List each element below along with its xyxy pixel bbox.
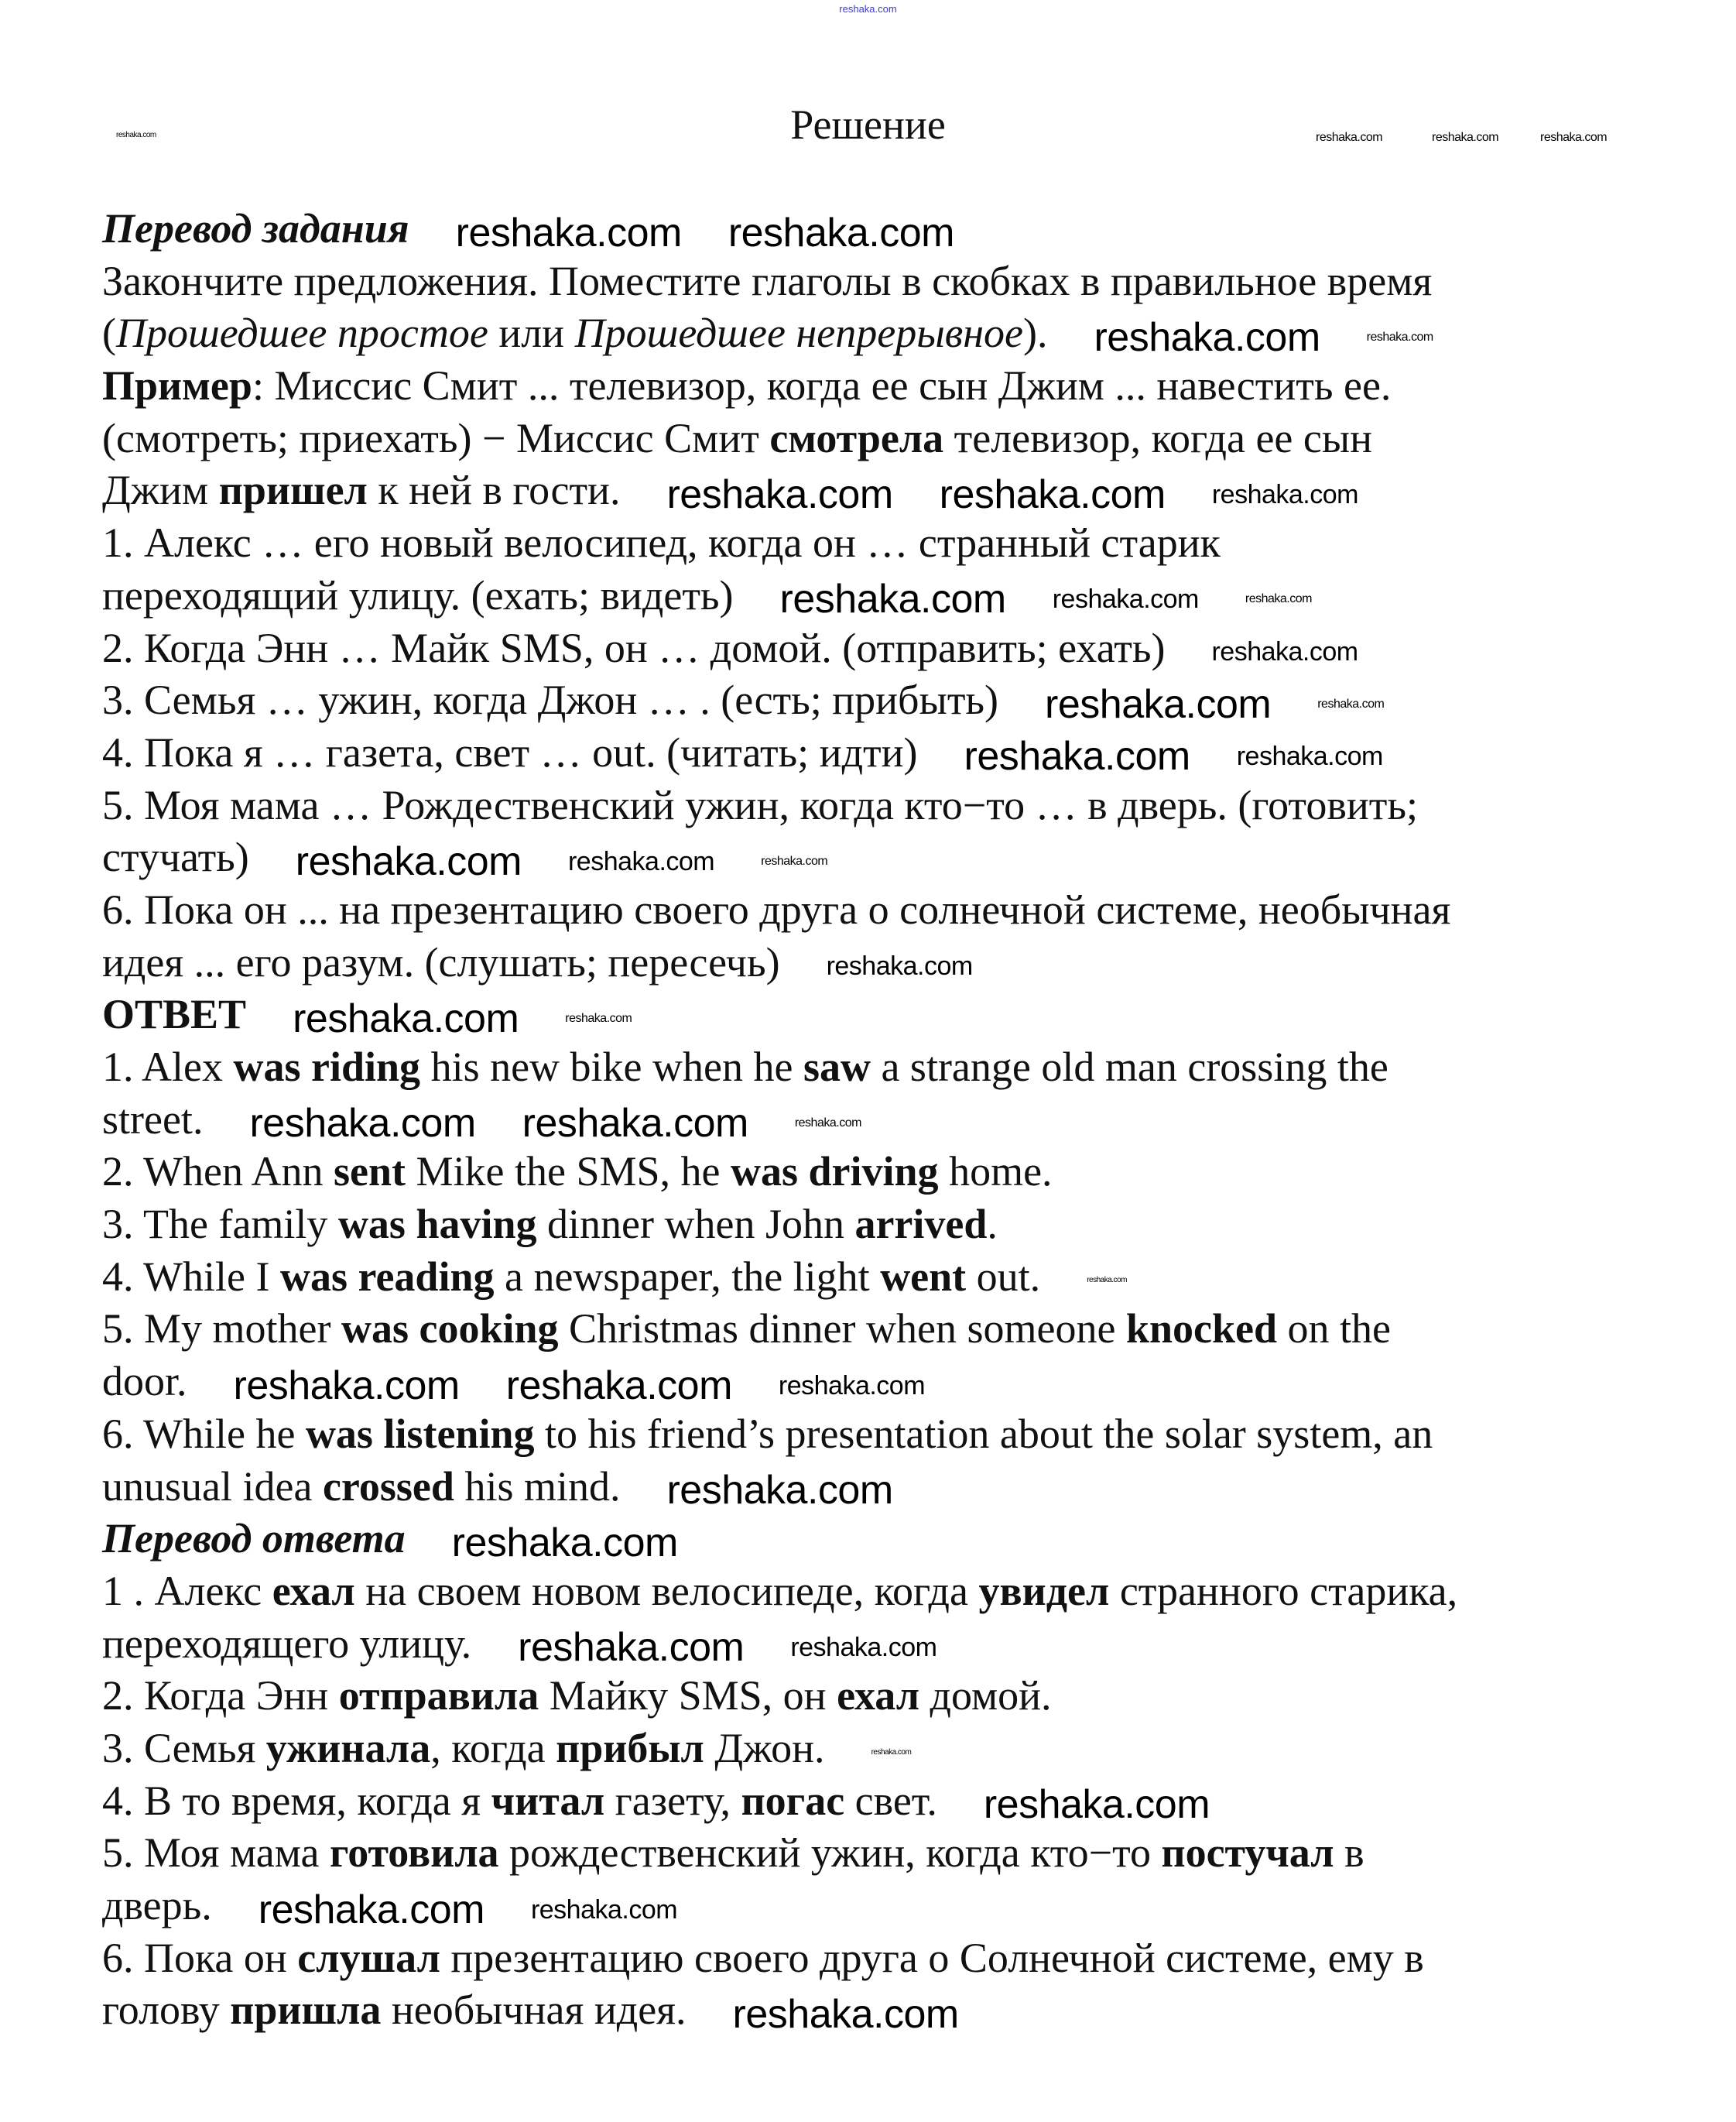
text-segment: 3. Семья … ужин, когда Джон … . (есть; прибыть)	[102, 677, 999, 724]
watermark: reshaka.com	[565, 1011, 632, 1025]
text-segment: необычная идея.	[381, 1987, 687, 2034]
watermark: reshaka.com	[983, 1782, 1210, 1828]
watermark: reshaka.com	[794, 1116, 861, 1130]
watermark: reshaka.com	[455, 210, 682, 255]
text-line	[102, 1984, 1642, 2037]
watermark: reshaka.com	[116, 131, 156, 139]
emphasized-text: crossed	[322, 1462, 454, 1510]
text-line	[102, 1094, 1642, 1147]
text-segment: 6. Пока он	[102, 1934, 298, 1981]
text-line	[102, 307, 1642, 360]
text-segment: 4. Пока я … газета, свет … out. (читать; идти)	[102, 728, 918, 776]
text-segment: his new bike when he	[420, 1044, 803, 1090]
watermark: reshaka.com	[295, 838, 522, 884]
text-segment: телевизор, когда ее сын	[943, 414, 1373, 461]
text-segment: 4. While I	[102, 1253, 280, 1300]
text-segment: Закончите предложения. Поместите глаголы в скобках в правильное время	[102, 257, 1433, 304]
emphasized-text: was reading	[279, 1253, 495, 1300]
emphasized-text: отправила	[338, 1672, 539, 1719]
watermark: reshaka.com	[728, 210, 954, 255]
watermark: reshaka.com	[1366, 330, 1433, 344]
watermark: reshaka.com	[1094, 314, 1320, 360]
text-line	[102, 255, 1642, 308]
emphasized-text: смотрела	[769, 414, 944, 461]
text-segment: Майку SMS, он	[539, 1672, 837, 1719]
text-line	[102, 884, 1642, 937]
emphasized-text: пришла	[230, 1987, 382, 2034]
text-line	[102, 780, 1642, 832]
text-line	[102, 1513, 1642, 1565]
text-segment: (	[102, 310, 116, 357]
header-site-link[interactable]: reshaka.com	[839, 3, 897, 15]
watermark: reshaka.com	[518, 1625, 745, 1671]
text-line	[102, 465, 1642, 517]
text-line	[102, 1618, 1642, 1671]
text-segment: 2. When Ann	[102, 1148, 334, 1195]
text-line	[102, 1775, 1642, 1828]
text-segment: , когда	[430, 1724, 556, 1771]
text-segment: door.	[102, 1358, 187, 1405]
text-line	[102, 1723, 1642, 1775]
text-segment: .	[987, 1201, 998, 1248]
text-segment: : Миссис Смит ... телевизор, когда ее сын Джим ... навестить ее.	[252, 362, 1392, 410]
text-segment: his mind.	[454, 1462, 621, 1510]
text-segment: переходящего улицу.	[102, 1620, 472, 1667]
watermark: reshaka.com	[1087, 1276, 1127, 1285]
document-body	[102, 203, 1642, 2037]
text-segment: 3. The family	[102, 1201, 338, 1248]
watermark: reshaka.com	[1317, 697, 1385, 711]
watermark: reshaka.com	[1245, 592, 1312, 606]
watermark: reshaka.com	[505, 1363, 732, 1408]
watermark: reshaka.com	[939, 472, 1166, 518]
text-line	[102, 1880, 1642, 1932]
text-line	[102, 1461, 1642, 1514]
emphasized-text: ОТВЕТ	[102, 991, 247, 1038]
text-segment: 1. Алекс … его новый велосипед, когда он … странный старик	[102, 519, 1221, 567]
text-segment: 1. Alex	[102, 1044, 234, 1090]
text-segment: презентацию своего друга о Солнечной системе, ему в	[440, 1934, 1424, 1981]
watermark: reshaka.com	[567, 846, 715, 876]
emphasized-text: was cooking	[341, 1305, 559, 1352]
watermark: reshaka.com	[666, 472, 893, 518]
text-segment: рождественский ужин, когда кто−то	[498, 1829, 1162, 1877]
text-segment: к ней в гости.	[367, 467, 621, 514]
watermark: reshaka.com	[233, 1363, 460, 1408]
watermark: reshaka.com	[1316, 131, 1383, 144]
emphasized-text: слушал	[297, 1934, 440, 1981]
emphasized-text: Пример	[102, 362, 252, 410]
watermark: reshaka.com	[1052, 584, 1199, 615]
watermark: reshaka.com	[871, 1747, 912, 1757]
text-line	[102, 989, 1642, 1041]
emphasized-text: постучал	[1161, 1829, 1334, 1877]
text-line	[102, 360, 1642, 413]
text-segment: on the	[1277, 1305, 1391, 1352]
watermark: reshaka.com	[249, 1101, 476, 1147]
watermark: reshaka.com	[258, 1887, 485, 1932]
text-line	[102, 1303, 1642, 1356]
text-segment: или	[488, 310, 575, 357]
text-segment: в	[1334, 1829, 1364, 1877]
text-line	[102, 1670, 1642, 1723]
watermark: reshaka.com	[964, 734, 1190, 780]
watermark: reshaka.com	[790, 1633, 937, 1663]
watermark: reshaka.com	[451, 1520, 678, 1565]
text-segment: Джон.	[704, 1724, 825, 1771]
text-segment: идея ... его разум. (слушать; пересечь)	[102, 938, 780, 986]
watermark: reshaka.com	[761, 854, 828, 868]
text-line	[102, 727, 1642, 780]
emphasized-text: ехал	[272, 1567, 355, 1614]
emphasized-text: was having	[337, 1201, 537, 1248]
text-segment: 5. My mother	[102, 1305, 341, 1352]
text-line	[102, 622, 1642, 675]
text-segment: dinner when John	[536, 1201, 855, 1248]
text-segment: свет.	[844, 1777, 937, 1824]
text-line	[102, 831, 1642, 884]
text-line	[102, 570, 1642, 622]
text-line	[102, 1356, 1642, 1408]
page-title: Решение	[790, 101, 946, 148]
text-segment: голову	[102, 1987, 231, 2034]
text-segment: на своем новом велосипеде, когда	[354, 1567, 979, 1614]
text-segment: 2. Когда Энн	[102, 1672, 339, 1719]
watermark: reshaka.com	[732, 1991, 959, 2037]
emphasized-text: was listening	[305, 1410, 535, 1457]
text-line	[102, 203, 1642, 255]
watermark: reshaka.com	[1540, 131, 1608, 144]
text-line	[102, 1932, 1642, 1985]
text-segment: (смотреть; приехать) − Миссис Смит	[102, 414, 770, 461]
text-segment: 2. Когда Энн … Майк SMS, он … домой. (отправить; ехать)	[102, 624, 1166, 671]
text-segment: Джим	[102, 467, 219, 514]
text-line	[102, 413, 1642, 465]
text-segment: 5. Моя мама … Рождественский ужин, когда кто−то … в дверь. (готовить;	[102, 781, 1418, 828]
text-segment: Christmas dinner when someone	[558, 1305, 1126, 1352]
emphasized-text: saw	[803, 1044, 871, 1090]
text-line	[102, 1565, 1642, 1618]
text-segment: to his friend’s presentation about the solar system, an	[534, 1410, 1433, 1457]
emphasized-text: went	[880, 1253, 967, 1300]
text-line	[102, 517, 1642, 570]
watermark: reshaka.com	[666, 1468, 893, 1514]
watermark: reshaka.com	[779, 577, 1006, 622]
emphasized-text: читал	[491, 1777, 605, 1824]
emphasized-text: прибыл	[556, 1724, 704, 1771]
text-segment: газету,	[604, 1777, 741, 1824]
text-line	[102, 1827, 1642, 1880]
text-line	[102, 1251, 1642, 1304]
emphasized-text: погас	[741, 1777, 845, 1824]
emphasized-text: Прошедшее простое	[115, 310, 488, 357]
emphasized-text: Прошедшее непрерывное	[574, 310, 1023, 357]
text-line	[102, 674, 1642, 727]
emphasized-text: was riding	[233, 1044, 421, 1090]
watermark: reshaka.com	[778, 1370, 926, 1400]
text-segment: дверь.	[102, 1882, 212, 1928]
watermark: reshaka.com	[1236, 742, 1383, 772]
emphasized-text: Перевод задания	[102, 205, 409, 252]
text-line	[102, 1408, 1642, 1461]
text-segment: street.	[102, 1095, 204, 1143]
text-segment: 5. Моя мама	[102, 1829, 330, 1877]
text-segment: 3. Семья	[102, 1724, 266, 1771]
text-segment: стучать)	[102, 834, 249, 881]
text-segment: 4. В то время, когда я	[102, 1777, 491, 1824]
emphasized-text: готовила	[330, 1829, 499, 1877]
emphasized-text: увидел	[978, 1567, 1110, 1614]
text-line	[102, 937, 1642, 989]
text-line	[102, 1146, 1642, 1198]
watermark: reshaka.com	[1045, 681, 1272, 727]
text-segment: 1 . Алекс	[102, 1567, 272, 1614]
emphasized-text: knocked	[1125, 1305, 1277, 1352]
text-segment: a newspaper, the light	[494, 1253, 881, 1300]
text-segment: 6. While he	[102, 1410, 306, 1457]
text-segment: 6. Пока он ... на презентацию своего друга о солнечной системе, необычная	[102, 886, 1451, 933]
emphasized-text: sent	[333, 1148, 406, 1195]
watermark: reshaka.com	[1211, 480, 1358, 510]
watermark: reshaka.com	[1211, 637, 1358, 667]
emphasized-text: arrived	[854, 1201, 988, 1248]
text-segment: ).	[1022, 310, 1048, 357]
text-segment: переходящий улицу. (ехать; видеть)	[102, 571, 734, 619]
watermark: reshaka.com	[826, 951, 973, 982]
watermark: reshaka.com	[522, 1101, 748, 1147]
watermark: reshaka.com	[1432, 131, 1499, 144]
emphasized-text: пришел	[218, 467, 368, 514]
text-segment: странного старика,	[1109, 1567, 1458, 1614]
text-line	[102, 1041, 1642, 1094]
text-segment: a strange old man crossing the	[870, 1044, 1388, 1090]
text-segment: unusual idea	[102, 1462, 323, 1510]
watermark: reshaka.com	[293, 996, 519, 1041]
emphasized-text: was driving	[731, 1148, 939, 1195]
text-segment: home.	[938, 1148, 1053, 1195]
watermark: reshaka.com	[530, 1894, 678, 1925]
emphasized-text: ужинала	[265, 1724, 431, 1771]
emphasized-text: ехал	[837, 1672, 920, 1719]
text-segment: Mike the SMS, he	[405, 1148, 731, 1195]
emphasized-text: Перевод ответа	[102, 1515, 406, 1562]
text-segment: out.	[966, 1253, 1041, 1300]
text-segment: домой.	[919, 1672, 1052, 1719]
text-line	[102, 1198, 1642, 1251]
